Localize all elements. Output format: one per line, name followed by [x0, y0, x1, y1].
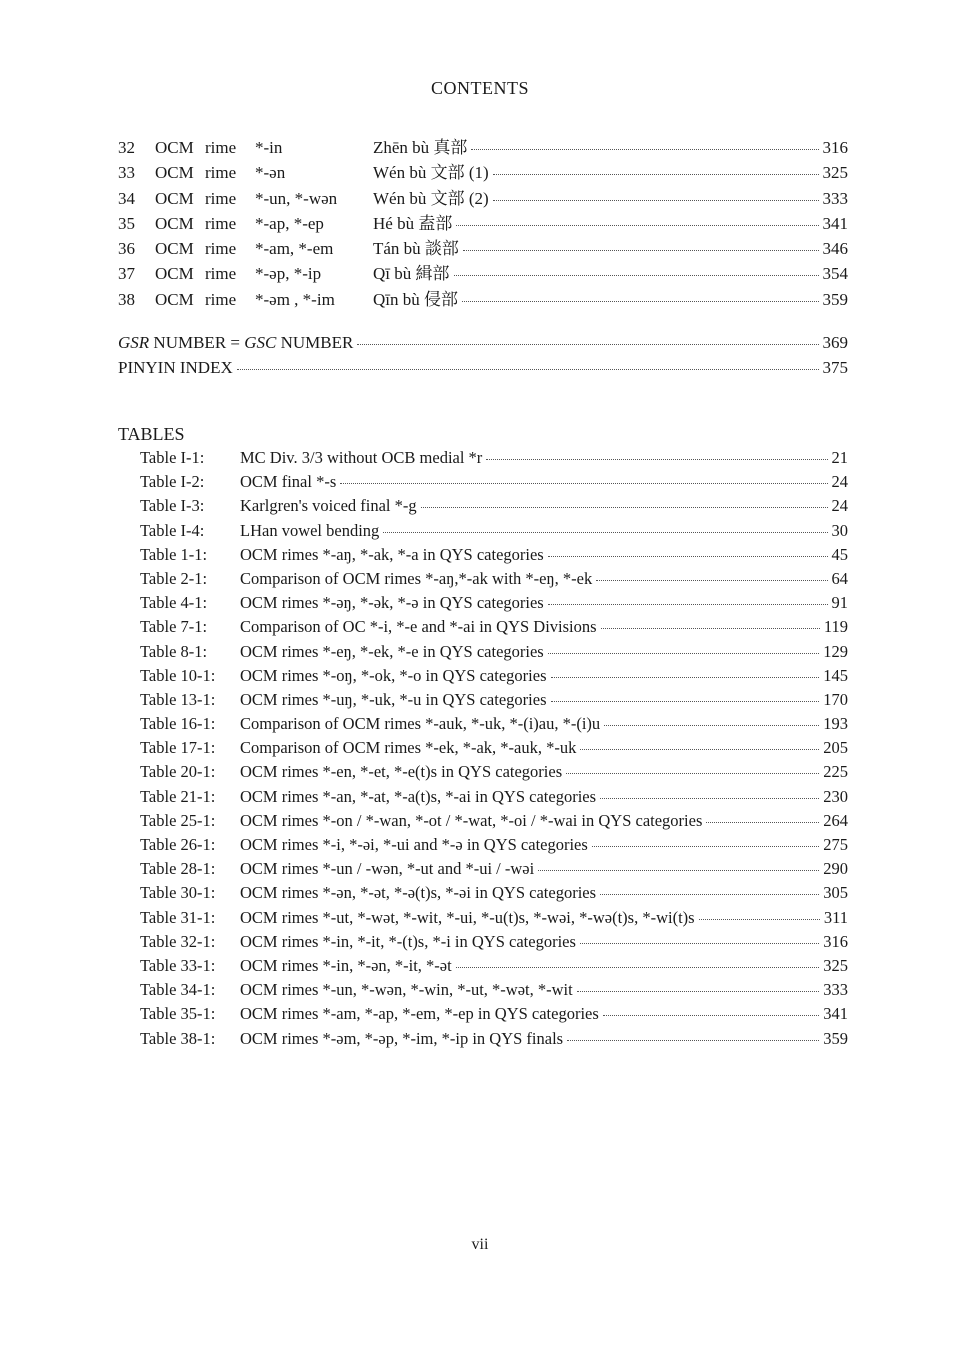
- dot-leader: [486, 459, 827, 460]
- chapter-page: 333: [822, 188, 848, 208]
- table-row[interactable]: [140, 569, 848, 593]
- table-row[interactable]: [140, 521, 848, 545]
- dot-leader: [493, 200, 819, 201]
- backmatter-label: [118, 333, 353, 353]
- table-page: 225: [823, 762, 848, 782]
- dot-leader: [580, 749, 819, 750]
- table-description: Comparison of OCM rimes *-aŋ,*-ak with *-eŋ, *-ek: [240, 568, 593, 588]
- table-row[interactable]: [140, 956, 848, 980]
- backmatter-page: 369: [822, 333, 848, 352]
- table-description: OCM rimes *-əŋ, *-ək, *-ə in QYS categories: [240, 593, 544, 613]
- chapter-row[interactable]: [118, 259, 848, 284]
- table-label: Table 8-1:: [140, 641, 208, 661]
- chapter-ocm: OCM: [155, 239, 194, 259]
- chapter-page: 346: [822, 239, 848, 259]
- chapter-page: 316: [822, 138, 848, 157]
- chapter-ocm: OCM: [155, 138, 194, 157]
- table-page: 193: [823, 714, 848, 734]
- chapter-reconstruction: *-in: [255, 138, 283, 157]
- page-title: CONTENTS: [431, 78, 529, 98]
- chapter-number: 38: [118, 289, 135, 309]
- table-page: 316: [823, 931, 848, 951]
- table-label: Table 1-1:: [140, 544, 208, 564]
- chapter-page: 341: [822, 213, 848, 233]
- chapter-number: 32: [118, 138, 135, 157]
- table-row[interactable]: [140, 545, 848, 569]
- table-description: Comparison of OC *-i, *-e and *-ai in QYS Divisions: [240, 617, 597, 637]
- dot-leader: [601, 628, 820, 629]
- dot-leader: [456, 225, 818, 226]
- chapter-rime: rime: [205, 264, 237, 284]
- chapter-rime: rime: [205, 138, 237, 157]
- table-page: 45: [831, 544, 848, 564]
- table-description: OCM rimes *-ən, *-ət, *-ə(t)s, *-əi in QYS categories: [240, 883, 597, 903]
- dot-leader: [577, 991, 820, 992]
- table-page: 21: [831, 448, 848, 467]
- table-page: 305: [823, 883, 848, 903]
- dot-leader: [551, 701, 820, 702]
- table-description: OCM rimes *-am, *-ap, *-em, *-ep in QYS categories: [240, 1004, 599, 1024]
- table-label: Table 10-1:: [140, 665, 216, 685]
- chapter-reconstruction: *-ap, *-ep: [255, 213, 324, 233]
- backmatter-list: [118, 333, 848, 382]
- chapter-row[interactable]: [118, 234, 848, 259]
- dot-leader: [471, 149, 818, 150]
- dot-leader: [421, 507, 828, 508]
- table-page: 129: [823, 641, 848, 661]
- table-label: Table 17-1:: [140, 738, 216, 758]
- table-label: Table 32-1:: [140, 931, 216, 951]
- table-label: Table 16-1:: [140, 714, 216, 734]
- table-row[interactable]: [140, 762, 848, 786]
- chapter-number: 36: [118, 239, 135, 259]
- table-row[interactable]: [140, 666, 848, 690]
- chapter-title: Wén bù 文部 (2): [373, 188, 489, 208]
- table-page: 341: [823, 1004, 848, 1024]
- dot-leader: [551, 677, 820, 678]
- table-row[interactable]: [140, 859, 848, 883]
- dot-leader: [538, 870, 819, 871]
- table-row[interactable]: [140, 908, 848, 932]
- table-label: Table 2-1:: [140, 568, 208, 588]
- table-description: OCM rimes *-aŋ, *-ak, *-a in QYS categories: [240, 544, 544, 564]
- chapter-rime: rime: [205, 163, 237, 183]
- dot-leader: [383, 532, 827, 533]
- dot-leader: [548, 653, 820, 654]
- gsc-abbrev: GSC: [244, 333, 277, 352]
- table-row[interactable]: [140, 642, 848, 666]
- table-page: 359: [823, 1028, 848, 1048]
- table-description: Comparison of OCM rimes *-auk, *-uk, *-(i)au, *-(i)u: [240, 714, 601, 734]
- table-page: 91: [831, 593, 848, 613]
- table-page: 264: [823, 810, 848, 830]
- table-label: Table 33-1:: [140, 955, 216, 975]
- table-page: 24: [831, 472, 848, 492]
- chapter-reconstruction: *-un, *-wən: [255, 188, 338, 208]
- chapter-reconstruction: *-əm , *-im: [255, 289, 335, 309]
- table-label: Table 35-1:: [140, 1004, 216, 1024]
- table-description: OCM rimes *-in, *-ən, *-it, *-ət: [240, 955, 452, 975]
- table-description: OCM rimes *-oŋ, *-ok, *-o in QYS categories: [240, 665, 547, 685]
- table-label: Table I-3:: [140, 496, 205, 516]
- table-row[interactable]: [140, 714, 848, 738]
- label-text: NUMBER: [276, 333, 354, 352]
- chapter-ocm: OCM: [155, 163, 194, 183]
- table-row[interactable]: [140, 690, 848, 714]
- table-page: 290: [823, 859, 848, 879]
- chapter-number: 33: [118, 163, 135, 183]
- page-number: vii: [471, 1236, 489, 1253]
- table-page: 119: [823, 617, 848, 637]
- table-label: Table 34-1:: [140, 980, 216, 1000]
- dot-leader: [462, 301, 819, 302]
- chapter-number: 35: [118, 213, 135, 233]
- chapter-rime: rime: [205, 239, 237, 259]
- chapter-title: Qī bù 緝部: [373, 264, 450, 284]
- chapter-row[interactable]: [118, 285, 848, 310]
- dot-leader: [237, 369, 819, 370]
- table-row[interactable]: [140, 980, 848, 1004]
- table-label: Table I-2:: [140, 472, 205, 492]
- table-row[interactable]: [140, 617, 848, 641]
- chapter-ocm: OCM: [155, 289, 194, 309]
- chapter-ocm: OCM: [155, 188, 194, 208]
- dot-leader: [548, 556, 828, 557]
- table-row[interactable]: [140, 496, 848, 520]
- table-description: LHan vowel bending: [240, 520, 380, 540]
- chapter-page: 354: [822, 264, 848, 284]
- chapter-row[interactable]: [118, 158, 848, 183]
- backmatter-row[interactable]: [118, 358, 848, 383]
- table-page: 325: [823, 955, 848, 975]
- chapter-title: Tán bù 談部: [373, 239, 459, 259]
- table-row[interactable]: [140, 472, 848, 496]
- table-label: Table 38-1:: [140, 1028, 216, 1048]
- table-row[interactable]: [140, 932, 848, 956]
- table-row[interactable]: [140, 1029, 848, 1053]
- table-description: Karlgren's voiced final *-g: [240, 496, 417, 516]
- table-description: MC Div. 3/3 without OCB medial *r: [240, 448, 483, 467]
- chapter-number: 34: [118, 188, 135, 208]
- gsr-abbrev: GSR: [118, 333, 150, 352]
- table-description: OCM rimes *-an, *-at, *-a(t)s, *-ai in QYS categories: [240, 786, 597, 806]
- table-row[interactable]: [140, 593, 848, 617]
- table-row[interactable]: [140, 448, 848, 472]
- table-page: 275: [823, 835, 848, 854]
- dot-leader: [604, 725, 819, 726]
- table-description: Comparison of OCM rimes *-ek, *-ak, *-auk, *-uk: [240, 738, 577, 758]
- chapter-page: 325: [822, 163, 848, 183]
- dot-leader: [600, 894, 819, 895]
- table-description: OCM rimes *-əm, *-əp, *-im, *-ip in QYS finals: [240, 1028, 564, 1048]
- table-page: 230: [823, 786, 848, 806]
- dot-leader: [463, 250, 819, 251]
- table-description: OCM rimes *-in, *-it, *-(t)s, *-i in QYS categories: [240, 931, 576, 951]
- table-label: Table 21-1:: [140, 786, 216, 806]
- dot-leader: [454, 275, 819, 276]
- dot-leader: [603, 1015, 819, 1016]
- dot-leader: [493, 174, 819, 175]
- chapter-rime: rime: [205, 289, 237, 309]
- dot-leader: [596, 580, 827, 581]
- table-label: Table 4-1:: [140, 593, 208, 613]
- table-description: OCM rimes *-ut, *-wət, *-wit, *-ui, *-u(t)s, *-wəi, *-wə(t)s, *-wi(t)s: [240, 907, 695, 927]
- dot-leader: [340, 483, 827, 484]
- dot-leader: [567, 1040, 819, 1041]
- table-label: Table 7-1:: [140, 617, 208, 637]
- table-label: Table I-1:: [140, 448, 205, 467]
- table-page: 170: [823, 689, 848, 709]
- table-page: 333: [823, 980, 848, 1000]
- chapter-row[interactable]: [118, 184, 848, 209]
- tables-list: [140, 448, 848, 1053]
- dot-leader: [600, 798, 819, 799]
- chapter-page: 359: [822, 289, 848, 309]
- backmatter-page: 375: [822, 357, 848, 377]
- table-page: 145: [823, 665, 848, 685]
- table-description: OCM final *-s: [240, 472, 337, 492]
- chapter-row[interactable]: [118, 133, 848, 158]
- label-text: NUMBER =: [149, 333, 245, 352]
- table-page: 24: [831, 496, 848, 516]
- table-label: Table 13-1:: [140, 689, 216, 709]
- table-page: 64: [831, 568, 848, 588]
- chapter-title: Qīn bù 侵部: [373, 289, 458, 309]
- table-label: Table 20-1:: [140, 762, 216, 782]
- table-row[interactable]: [140, 738, 848, 762]
- table-label: Table 31-1:: [140, 907, 216, 927]
- table-label: Table 25-1:: [140, 810, 216, 830]
- chapter-rime: rime: [205, 213, 237, 233]
- chapter-reconstruction: *-əp, *-ip: [255, 264, 322, 284]
- tables-heading: TABLES: [118, 424, 185, 444]
- table-label: Table 28-1:: [140, 859, 216, 879]
- chapter-row[interactable]: [118, 209, 848, 234]
- backmatter-label: PINYIN INDEX: [118, 357, 233, 377]
- table-page: 311: [823, 907, 848, 927]
- chapter-title: Wén bù 文部 (1): [373, 163, 489, 183]
- table-row[interactable]: [140, 1004, 848, 1028]
- dot-leader: [699, 919, 820, 920]
- table-row[interactable]: [140, 811, 848, 835]
- table-description: OCM rimes *-un / -wən, *-ut and *-ui / -wəi: [240, 859, 535, 879]
- chapter-reconstruction: *-am, *-em: [255, 239, 334, 259]
- dot-leader: [357, 344, 818, 345]
- chapter-list: [118, 133, 848, 310]
- table-label: Table I-4:: [140, 520, 205, 540]
- chapter-reconstruction: *-ən: [255, 163, 286, 183]
- table-description: OCM rimes *-en, *-et, *-e(t)s in QYS categories: [240, 762, 563, 782]
- dot-leader: [548, 604, 828, 605]
- chapter-ocm: OCM: [155, 264, 194, 284]
- table-description: OCM rimes *-eŋ, *-ek, *-e in QYS categories: [240, 641, 544, 661]
- chapter-title: Hé bù 盍部: [373, 213, 453, 233]
- chapter-ocm: OCM: [155, 213, 194, 233]
- dot-leader: [592, 846, 819, 847]
- dot-leader: [706, 822, 819, 823]
- table-label: Table 30-1:: [140, 883, 216, 903]
- chapter-rime: rime: [205, 188, 237, 208]
- table-page: 30: [831, 520, 848, 540]
- table-page: 205: [823, 738, 848, 758]
- table-label: Table 26-1:: [140, 835, 216, 854]
- table-description: OCM rimes *-on / *-wan, *-ot / *-wat, *-oi / *-wai in QYS categories: [240, 810, 703, 830]
- table-description: OCM rimes *-un, *-wən, *-win, *-ut, *-wət, *-wit: [240, 980, 573, 1000]
- table-description: OCM rimes *-i, *-əi, *-ui and *-ə in QYS categories: [240, 835, 588, 854]
- table-description: OCM rimes *-uŋ, *-uk, *-u in QYS categories: [240, 689, 547, 709]
- backmatter-row[interactable]: [118, 333, 848, 358]
- dot-leader: [580, 943, 819, 944]
- chapter-number: 37: [118, 264, 135, 284]
- table-row[interactable]: [140, 883, 848, 907]
- dot-leader: [456, 967, 820, 968]
- table-row[interactable]: [140, 787, 848, 811]
- chapter-title: Zhēn bù 真部: [373, 138, 468, 157]
- table-row[interactable]: [140, 835, 848, 859]
- dot-leader: [566, 773, 819, 774]
